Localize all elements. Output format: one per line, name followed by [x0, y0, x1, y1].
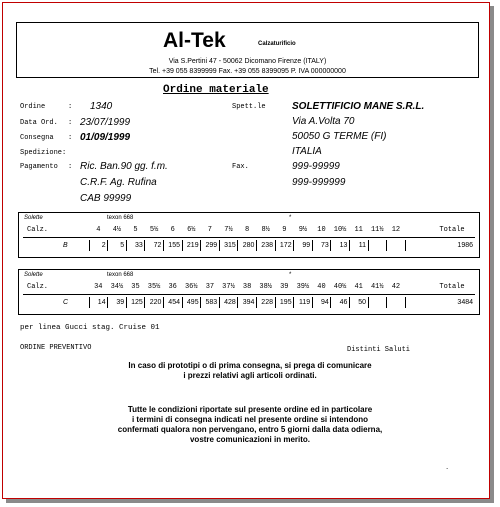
cliente-via: Via A.Volta 70 [292, 116, 355, 127]
size-header: 11½ [370, 226, 384, 234]
spedizione-label: Spedizione: [20, 149, 67, 157]
fax-value: 999-99999 [292, 161, 340, 172]
size-quantity: 94 [320, 299, 329, 306]
size-header: 34½ [110, 283, 124, 291]
company-header [16, 22, 479, 78]
size-header: 38½ [259, 283, 272, 291]
size-quantity: 14 [97, 299, 106, 306]
size-quantity: 2 [101, 242, 106, 249]
size-header: 40 [317, 283, 326, 291]
size-quantity: 219 [186, 242, 199, 249]
size-quantity: 228 [261, 299, 273, 306]
totale-label: Totale [439, 226, 465, 234]
size-quantity: 39 [116, 299, 125, 306]
data-ordine-label: Data Ord. [20, 119, 58, 127]
size-header: 42 [391, 283, 401, 291]
size-header: 38 [242, 283, 252, 291]
row-code: B [63, 242, 68, 249]
calz-label: Calz. [27, 283, 49, 291]
colon: : [68, 103, 73, 111]
size-quantity: 583 [205, 299, 218, 306]
totale-label: Totale [439, 283, 465, 291]
size-header: 10 [317, 226, 326, 234]
size-quantity: 155 [168, 242, 180, 249]
table-mark: * [289, 272, 292, 278]
size-header: 37½ [222, 283, 235, 291]
pagamento-label: Pagamento [20, 163, 58, 171]
spett-label: Spett.le [232, 103, 266, 111]
size-header: 8½ [261, 226, 270, 234]
company-address: Via S.Pertini 47 - 50062 Dicomano Firenze (ITALY) [168, 58, 327, 65]
size-quantity: 220 [149, 299, 162, 306]
column-divider [386, 240, 387, 251]
size-quantity: 125 [131, 299, 143, 306]
size-header: 35 [131, 283, 140, 291]
dot-mark: . [446, 462, 449, 471]
column-divider [368, 297, 369, 308]
size-header: 7 [207, 226, 212, 234]
company-subtitle: Calzaturificio [258, 41, 296, 47]
ordine-label: Ordine [20, 103, 46, 111]
size-header: 8 [244, 226, 250, 234]
size-header: 41 [354, 283, 363, 291]
colon: : [68, 163, 73, 171]
table-material: texon 668 [107, 215, 134, 221]
size-quantity: 280 [242, 242, 255, 249]
size-quantity: 454 [168, 299, 180, 306]
size-quantity: 50 [358, 299, 366, 306]
ordine-preventivo: ORDINE PREVENTIVO [20, 344, 92, 352]
size-quantity: 299 [205, 242, 218, 249]
totale-value: 3484 [457, 299, 473, 306]
data-ordine-value: 23/07/1999 [80, 117, 131, 128]
size-quantity: 11 [358, 242, 366, 249]
size-quantity: 495 [186, 299, 199, 306]
size-header: 39 [280, 283, 289, 291]
table-mark: * [289, 215, 292, 221]
size-quantity: 99 [302, 242, 311, 249]
size-quantity: 46 [339, 299, 348, 306]
row-code: C [63, 299, 69, 306]
size-quantity: 195 [279, 299, 292, 306]
document-title: Ordine materiale [163, 84, 269, 96]
prototype-note [0, 361, 500, 381]
colon: : [68, 134, 73, 142]
line-note: per linea Gucci stag. Cruise 01 [20, 324, 160, 332]
size-header: 10½ [333, 226, 347, 234]
size-quantity: 73 [320, 242, 329, 249]
table-material: texon 668 [107, 272, 134, 278]
size-header: 34 [94, 283, 103, 291]
size-header: 4 [96, 226, 101, 234]
size-header: 40½ [333, 283, 347, 291]
note-line: confermati qualora non pervengano, entro 5 giorni dalla data odierna, [117, 425, 383, 434]
size-header: 5 [133, 226, 138, 234]
size-quantity: 315 [224, 242, 236, 249]
colon: : [68, 119, 73, 127]
size-quantity: 33 [134, 242, 143, 249]
note-line: i termini di consegna indicati nel presente ordine si intendono [131, 415, 369, 424]
consegna-value: 01/09/1999 [80, 132, 131, 143]
table-description: Solette [24, 215, 43, 221]
calz-label: Calz. [27, 226, 49, 234]
column-divider [386, 297, 387, 308]
note-line: Tutte le condizioni riportate sul presente ordine ed in particolare [127, 405, 373, 414]
fax-label: Fax. [232, 163, 249, 171]
size-header: 12 [391, 226, 401, 234]
company-contacts: Tel. +39 055 8399999 Fax. +39 055 8399095 P. IVA 000000000 [149, 68, 346, 75]
size-table-b [18, 212, 480, 258]
size-quantity: 238 [261, 242, 273, 249]
cliente-name: SOLETTIFICIO MANE S.R.L. [292, 101, 425, 112]
size-table-c [18, 269, 480, 315]
tel-value: 999-999999 [292, 177, 346, 188]
column-divider [89, 297, 90, 308]
column-divider [405, 297, 406, 308]
pagamento-line: CAB 99999 [80, 193, 132, 204]
column-divider [89, 240, 90, 251]
size-header: 9½ [298, 226, 308, 234]
company-name: Al-Tek [163, 29, 226, 52]
size-quantity: 119 [299, 299, 311, 306]
column-divider [405, 240, 406, 251]
column-divider [368, 240, 369, 251]
size-header: 41½ [370, 283, 384, 291]
pagamento-line: Ric. Ban.90 gg. f.m. [80, 161, 168, 172]
size-header: 4½ [112, 226, 122, 234]
pagamento-line: C.R.F. Ag. Rufina [80, 177, 157, 188]
totale-value: 1986 [457, 242, 473, 249]
size-header: 7½ [224, 226, 233, 234]
size-header: 37 [205, 283, 215, 291]
size-header: 35½ [147, 283, 161, 291]
size-quantity: 172 [279, 242, 292, 249]
size-header: 11 [354, 226, 363, 234]
size-header: 6 [170, 226, 175, 234]
size-quantity: 428 [224, 299, 236, 306]
size-quantity: 5 [120, 242, 125, 249]
cliente-citta: 50050 G TERME (FI) [292, 131, 387, 142]
size-quantity: 394 [242, 299, 255, 306]
header-rule [23, 294, 475, 295]
size-header: 5½ [149, 226, 159, 234]
size-quantity: 72 [153, 242, 162, 249]
distinti-saluti: Distinti Saluti [347, 346, 411, 354]
size-header: 9 [282, 226, 287, 234]
size-header: 39½ [296, 283, 310, 291]
size-quantity: 13 [339, 242, 348, 249]
table-description: Solette [24, 272, 43, 278]
conditions-note [0, 405, 500, 445]
consegna-label: Consegna [20, 134, 54, 142]
note-line: vostre comunicazioni in merito. [189, 435, 311, 444]
size-header: 36 [168, 283, 177, 291]
size-header: 36½ [184, 283, 198, 291]
header-rule [23, 237, 475, 238]
note-line: In caso di prototipi o di prima consegna, si prega di comunicare [128, 361, 372, 370]
cliente-paese: ITALIA [292, 146, 322, 157]
size-header: 6½ [187, 226, 196, 234]
note-line: i prezzi relativi agli articoli ordinati. [183, 371, 317, 380]
ordine-value: 1340 [90, 101, 113, 112]
